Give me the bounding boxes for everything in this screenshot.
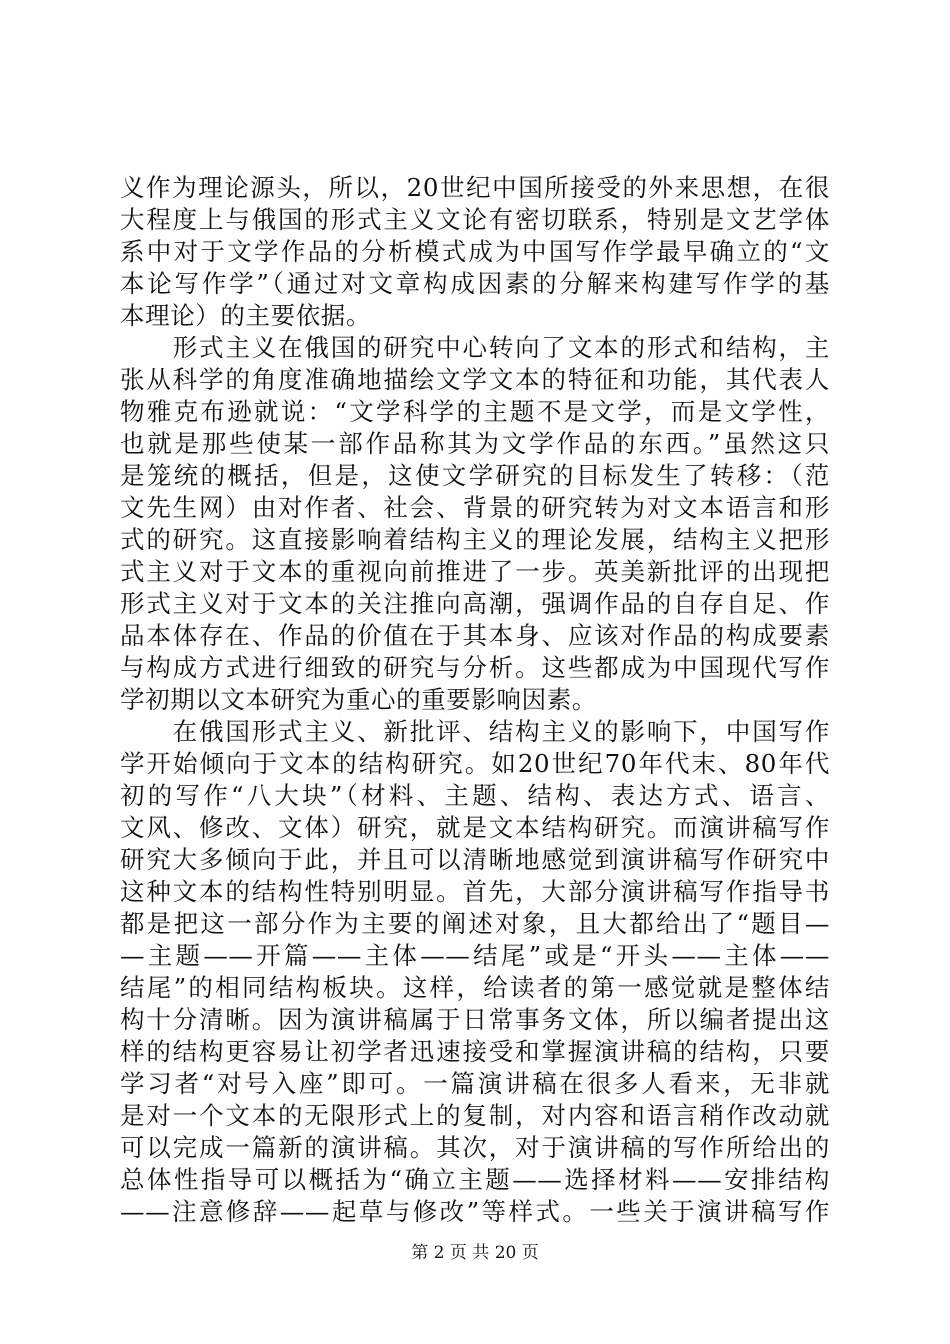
text-line: 可以完成一篇新的演讲稿。其次，对于演讲稿的写作所给出的 (120, 1133, 830, 1162)
text-line: 学开始倾向于文本的结构研究。如20世纪70年代末、80年代 (120, 749, 830, 778)
text-line: 学习者“对号入座”即可。一篇演讲稿在很多人看来，无非就 (120, 1069, 830, 1098)
text-line: 这种文本的结构性特别明显。首先，大部分演讲稿写作指导书 (120, 877, 830, 906)
text-line: 在俄国形式主义、新批评、结构主义的影响下，中国写作 (120, 717, 830, 746)
text-line: 结尾”的相同结构板块。这样，给读者的第一感觉就是整体结 (120, 973, 830, 1002)
text-line: ——注意修辞——起草与修改”等样式。一些关于演讲稿写作 (120, 1197, 830, 1226)
text-line: 义作为理论源头，所以，20世纪中国所接受的外来思想，在很 (120, 173, 830, 202)
text-line: 也就是那些使某一部作品称其为文学作品的东西。”虽然这只 (120, 429, 830, 458)
text-line: 总体性指导可以概括为“确立主题——选择材料——安排结构 (120, 1165, 830, 1194)
text-line: —主题——开篇——主体——结尾”或是“开头——主体—— (120, 941, 830, 970)
text-line: 文先生网）由对作者、社会、背景的研究转为对文本语言和形 (120, 493, 830, 522)
text-line: 学初期以文本研究为重心的重要影响因素。 (120, 685, 597, 714)
page-footer: 第 2 页 共 20 页 (411, 1243, 539, 1263)
text-line: 是笼统的概括，但是，这使文学研究的目标发生了转移：（范 (120, 461, 830, 490)
text-line: 是对一个文本的无限形式上的复制，对内容和语言稍作改动就 (120, 1101, 830, 1130)
text-line: 研究大多倾向于此，并且可以清晰地感觉到演讲稿写作研究中 (120, 845, 830, 874)
text-line: 物雅克布逊就说：“文学科学的主题不是文学，而是文学性， (120, 397, 830, 426)
text-line: 张从科学的角度准确地描绘文学文本的特征和功能，其代表人 (120, 365, 830, 394)
text-line: 与构成方式进行细致的研究与分析。这些都成为中国现代写作 (120, 653, 830, 682)
text-line: 大程度上与俄国的形式主义文论有密切联系，特别是文艺学体 (120, 205, 830, 234)
text-line: 构十分清晰。因为演讲稿属于日常事务文体，所以编者提出这 (120, 1005, 830, 1034)
text-line: 式的研究。这直接影响着结构主义的理论发展，结构主义把形 (120, 525, 830, 554)
text-line: 本论写作学”（通过对文章构成因素的分解来构建写作学的基 (120, 269, 830, 298)
text-line: 初的写作“八大块”（材料、主题、结构、表达方式、语言、 (120, 781, 830, 810)
text-line: 都是把这一部分作为主要的阐述对象，且大都给出了“题目— (120, 909, 830, 938)
text-line: 形式主义在俄国的研究中心转向了文本的形式和结构，主 (120, 333, 830, 362)
text-line: 形式主义对于文本的关注推向高潮，强调作品的自存自足、作 (120, 589, 830, 618)
text-line: 品本体存在、作品的价值在于其本身、应该对作品的构成要素 (120, 621, 830, 650)
text-line: 文风、修改、文体）研究，就是文本结构研究。而演讲稿写作 (120, 813, 830, 842)
text-line: 系中对于文学作品的分析模式成为中国写作学最早确立的“文 (120, 237, 830, 266)
text-line: 本理论）的主要依据。 (120, 301, 371, 330)
document-body (120, 172, 830, 1228)
text-line: 式主义对于文本的重视向前推进了一步。英美新批评的出现把 (120, 557, 830, 586)
text-line: 样的结构更容易让初学者迅速接受和掌握演讲稿的结构，只要 (120, 1037, 830, 1066)
